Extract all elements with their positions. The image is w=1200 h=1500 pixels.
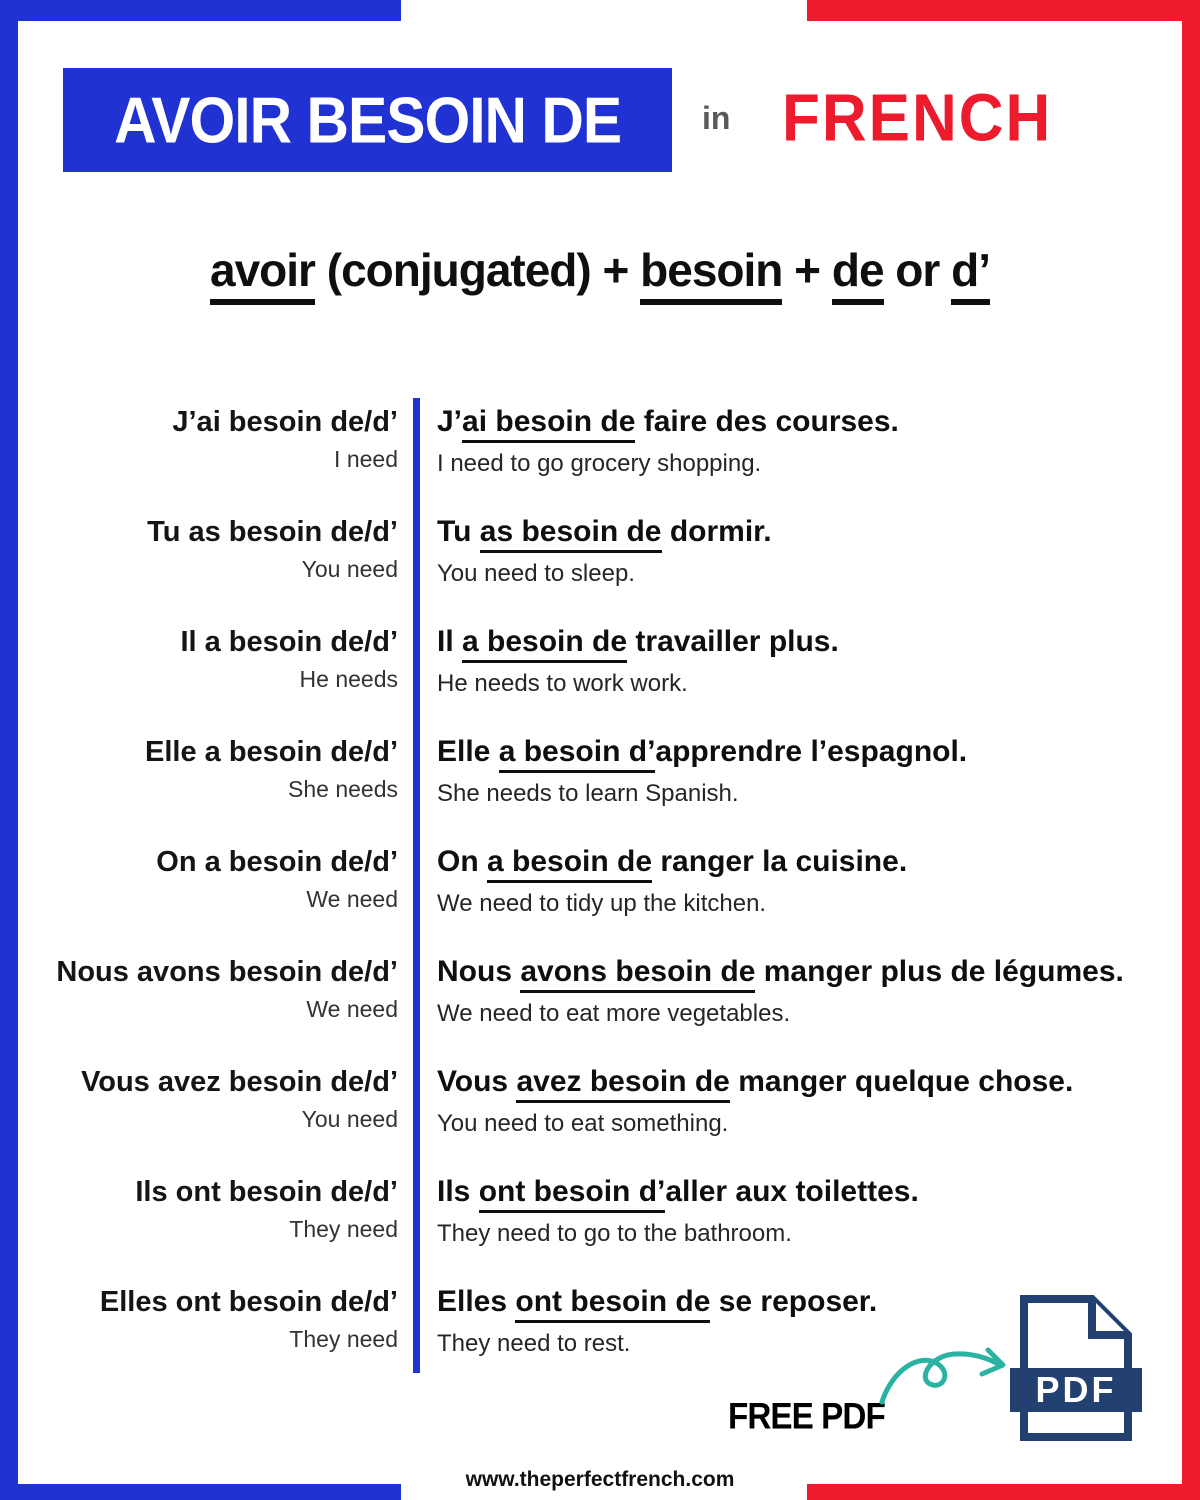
- conjugation-cell: [0, 403, 398, 474]
- example-english: She needs to learn Spanish.: [437, 780, 739, 807]
- example-rest: se reposer.: [710, 1285, 878, 1318]
- example-cell: [437, 1173, 1164, 1249]
- conjugation-french: Elles ont besoin de/d’: [99, 1286, 398, 1318]
- top-left-blue-bar: [0, 0, 401, 21]
- example-french: [437, 403, 1164, 441]
- top-right-red-bar: [807, 0, 1200, 21]
- example-subject: Elle: [437, 735, 499, 768]
- example-english: You need to sleep.: [437, 560, 635, 587]
- example-english: You need to eat something.: [437, 1110, 729, 1137]
- example-subject: On: [437, 845, 487, 878]
- conjugation-french: On a besoin de/d’: [156, 846, 398, 878]
- example-underlined-phrase: ont besoin de: [515, 1285, 710, 1323]
- formula-underlined-term: d’: [951, 244, 990, 305]
- conjugation-french: Il a besoin de/d’: [180, 626, 398, 658]
- conjugation-cell: [0, 513, 398, 584]
- conjugation-english: We need: [306, 996, 398, 1022]
- example-english: He needs to work work.: [437, 670, 688, 697]
- conjugation-english: They need: [289, 1216, 398, 1242]
- conjugation-cell: [0, 1063, 398, 1134]
- conjugation-french: Tu as besoin de/d’: [147, 516, 398, 548]
- example-rest: ranger la cuisine.: [652, 845, 908, 878]
- example-french: [437, 953, 1164, 991]
- website-url: www.theperfectfrench.com: [465, 1468, 735, 1491]
- conjugation-rows: [0, 403, 1164, 1393]
- example-rest: faire des courses.: [635, 405, 899, 438]
- example-french: [437, 1063, 1164, 1101]
- conjugation-english: I need: [334, 446, 398, 472]
- example-french: [437, 733, 1164, 771]
- example-underlined-phrase: ont besoin d’: [479, 1175, 666, 1213]
- table-row: [0, 623, 1164, 733]
- example-english: They need to rest.: [437, 1330, 631, 1357]
- example-underlined-phrase: as besoin de: [480, 515, 662, 553]
- example-rest: aller aux toilettes.: [665, 1175, 919, 1208]
- example-rest: apprendre l’espagnol.: [655, 735, 968, 768]
- conjugation-cell: [0, 733, 398, 804]
- title-banner: [63, 68, 672, 172]
- conjugation-cell: [0, 1173, 398, 1244]
- formula-plain-text: +: [782, 244, 832, 296]
- example-english: They need to go to the bathroom.: [437, 1220, 792, 1247]
- formula-underlined-term: besoin: [640, 244, 782, 305]
- curly-arrow-icon: [876, 1344, 1016, 1408]
- free-pdf-label: FREE PDF: [728, 1396, 885, 1437]
- example-subject: Il: [437, 625, 463, 658]
- conjugation-english: She needs: [288, 776, 398, 802]
- example-french: [437, 623, 1164, 661]
- pdf-badge-text: PDF: [1035, 1369, 1117, 1410]
- conjugation-cell: [0, 623, 398, 694]
- example-rest: manger plus de légumes.: [755, 955, 1124, 988]
- example-cell: [437, 953, 1164, 1029]
- example-underlined-phrase: a besoin d’: [499, 735, 656, 773]
- example-underlined-phrase: a besoin de: [487, 845, 652, 883]
- table-row: [0, 953, 1164, 1063]
- example-cell: [437, 843, 1164, 919]
- table-row: [0, 843, 1164, 953]
- conjugation-french: Elle a besoin de/d’: [144, 736, 398, 768]
- conjugation-english: You need: [301, 556, 398, 582]
- example-french: [437, 843, 1164, 881]
- conjugation-cell: [0, 953, 398, 1024]
- example-rest: travailler plus.: [627, 625, 839, 658]
- formula-plain-text: or: [883, 244, 952, 296]
- conjugation-english: We need: [306, 886, 398, 912]
- conjugation-english: You need: [301, 1106, 398, 1132]
- table-row: [0, 1063, 1164, 1173]
- example-cell: [437, 733, 1164, 809]
- example-english: We need to eat more vegetables.: [437, 1000, 791, 1027]
- example-underlined-phrase: a besoin de: [462, 625, 627, 663]
- example-underlined-phrase: ai besoin de: [462, 405, 635, 443]
- formula-underlined-term: de: [832, 244, 884, 305]
- table-row: [0, 733, 1164, 843]
- conjugation-french: J’ai besoin de/d’: [172, 406, 398, 438]
- title-language: FRENCH: [782, 81, 1053, 156]
- conjugation-cell: [0, 843, 398, 914]
- example-english: I need to go grocery shopping.: [437, 450, 762, 477]
- example-subject: Vous: [437, 1065, 517, 1098]
- example-rest: dormir.: [661, 515, 772, 548]
- table-row: [0, 403, 1164, 513]
- formula-underlined-term: avoir: [210, 244, 315, 305]
- example-rest: manger quelque chose.: [729, 1065, 1074, 1098]
- example-french: [437, 513, 1164, 551]
- conjugation-french: Vous avez besoin de/d’: [81, 1066, 398, 1098]
- conjugation-english: They need: [289, 1326, 398, 1352]
- table-row: [0, 1173, 1164, 1283]
- example-subject: Ils: [437, 1175, 479, 1208]
- example-french: [437, 1173, 1164, 1211]
- right-red-border: [1182, 0, 1200, 1500]
- example-subject: Nous: [437, 955, 521, 988]
- table-row: [0, 513, 1164, 623]
- example-cell: [437, 623, 1164, 699]
- example-cell: [437, 403, 1164, 479]
- example-cell: [437, 1063, 1164, 1139]
- example-subject: J’: [437, 405, 463, 438]
- example-underlined-phrase: avez besoin de: [516, 1065, 729, 1103]
- grammar-formula: [0, 243, 1200, 297]
- example-subject: Tu: [437, 515, 480, 548]
- conjugation-french: Ils ont besoin de/d’: [135, 1176, 398, 1208]
- pdf-file-icon: [1010, 1292, 1142, 1444]
- example-english: We need to tidy up the kitchen.: [437, 890, 767, 917]
- example-underlined-phrase: avons besoin de: [520, 955, 755, 993]
- formula-plain-text: (conjugated) +: [314, 244, 641, 296]
- conjugation-french: Nous avons besoin de/d’: [56, 956, 398, 988]
- conjugation-cell: [0, 1283, 398, 1354]
- example-subject: Elles: [437, 1285, 516, 1318]
- page-title: AVOIR BESOIN DE: [114, 83, 621, 157]
- title-connector: in: [702, 100, 731, 136]
- conjugation-english: He needs: [299, 666, 398, 692]
- example-cell: [437, 513, 1164, 589]
